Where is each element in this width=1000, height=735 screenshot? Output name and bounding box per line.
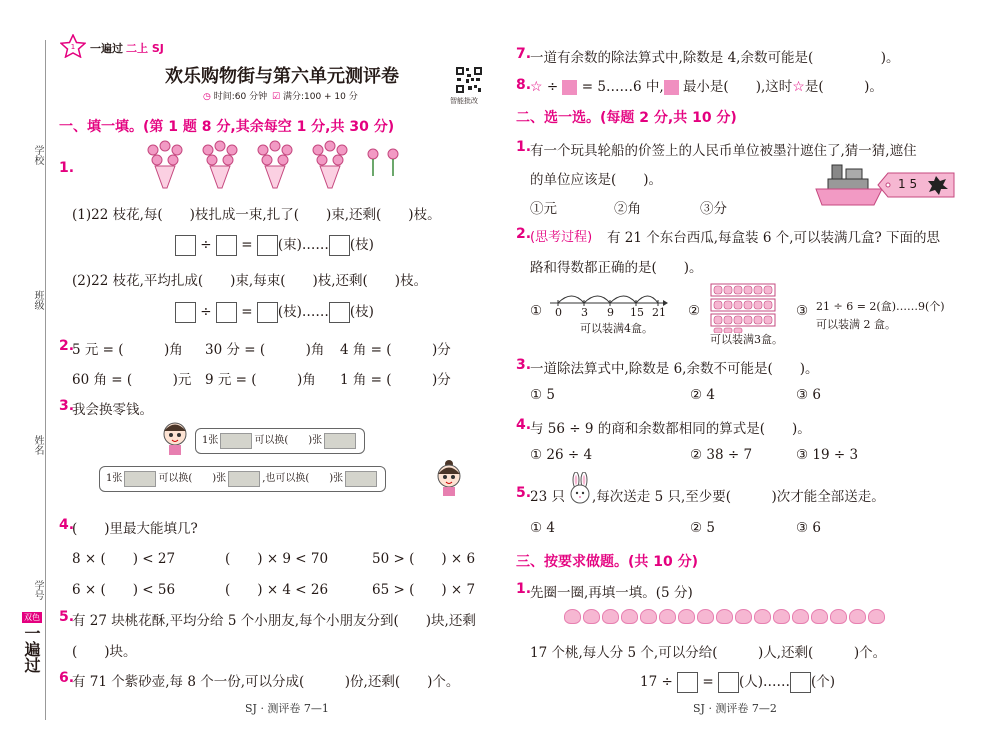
side-label-number: 学号 [32, 580, 43, 600]
c2-option-2[interactable]: ② [688, 303, 701, 319]
peach-icon [564, 609, 581, 624]
c2-caption-1: 可以装满4盒。 [580, 322, 653, 335]
banknote-icon [124, 471, 156, 487]
q4-r1-a: 8 × ( ) < 27 [72, 551, 176, 567]
peach-icon [849, 609, 866, 624]
q4-r2-c: 65 > ( ) × 7 [372, 582, 476, 598]
answer-box[interactable] [175, 235, 196, 256]
c3-option-a[interactable]: ① 5 [530, 387, 555, 403]
qr-code[interactable] [455, 66, 483, 98]
answer-box[interactable] [677, 672, 698, 693]
boy-character [160, 420, 190, 460]
c5-part1: 23 只 [530, 489, 565, 505]
star-logo [60, 34, 86, 62]
flower-bunch-icon [148, 141, 182, 188]
star-icon: ☆ [792, 79, 805, 95]
check-icon: ☑ [272, 92, 281, 102]
c2-number: 2. [516, 226, 532, 242]
c2-caption-2: 可以装满3盒。 [710, 333, 783, 346]
c3-option-c[interactable]: ③ 6 [796, 387, 821, 403]
peach-icon [830, 609, 847, 624]
q2-r2-a: 60 角 = ( )元 [72, 372, 192, 388]
peach-icon [735, 609, 752, 624]
c5-option-c[interactable]: ③ 6 [796, 520, 821, 536]
right-footer: SJ · 测评卷 7—2 [693, 702, 777, 715]
c5-number: 5. [516, 485, 532, 501]
section-2-title: 二、选一选。(每题 2 分,共 10 分) [516, 110, 737, 126]
grade-label: 二上 SJ [126, 42, 164, 55]
side-label-name: 姓名 [32, 435, 43, 455]
peach-icon [621, 609, 638, 624]
c1-option-b[interactable]: ②角 [614, 201, 641, 217]
section-1-title: 一、填一填。(第 1 题 8 分,其余每空 1 分,共 30 分) [59, 119, 395, 135]
q7-text: 一道有余数的除法算式中,除数是 4,余数可能是( )。 [530, 50, 900, 66]
q2-r1-c: 4 角 = ( )分 [340, 342, 451, 358]
clock-icon: ◷ [203, 92, 211, 102]
brand-small: 一遍过 [90, 42, 123, 55]
peach-icon [697, 609, 714, 624]
c4-option-b[interactable]: ② 38 ÷ 7 [690, 447, 753, 463]
q2-r2-c: 1 角 = ( )分 [340, 372, 451, 388]
c2-caption-3: 可以装满 2 盒。 [816, 318, 896, 331]
d1-line2: 17 个桃,每人分 5 个,可以分给( )人,还剩( )个。 [530, 645, 887, 661]
score-info: ☑ 满分:100 + 10 分 [272, 92, 358, 102]
page-title: 欢乐购物街与第六单元测评卷 [165, 66, 399, 87]
melon-rows [710, 283, 776, 337]
q4-number: 4. [59, 517, 75, 533]
q5-line2: ( )块。 [72, 644, 137, 660]
c4-number: 4. [516, 417, 532, 433]
peach-icon [678, 609, 695, 624]
banknote-icon [345, 471, 377, 487]
q3-text: 我会换零钱。 [72, 402, 153, 418]
q5-number: 5. [59, 609, 75, 625]
q2-number: 2. [59, 338, 75, 354]
c5-part2: ,每次送走 5 只,至少要( )次才能全部送走。 [592, 489, 885, 505]
side-brand: 一遍过 [22, 625, 41, 673]
answer-box[interactable] [216, 302, 237, 323]
side-label-school: 学校 [32, 145, 43, 165]
flower-pots [145, 140, 415, 196]
c1-number: 1. [516, 139, 532, 155]
toy-ship-icon [814, 163, 884, 213]
c4-text: 与 56 ÷ 9 的商和余数都相同的算式是( )。 [530, 421, 811, 437]
girl-character [433, 460, 465, 500]
peach-icon [640, 609, 657, 624]
c2-option-3[interactable]: ③ [796, 303, 809, 319]
c4-option-a[interactable]: ① 26 ÷ 4 [530, 447, 593, 463]
q1-part1-equation: ÷ = (束)…… (枝) [175, 233, 374, 256]
q7-number: 7. [516, 46, 532, 62]
q2-r1-b: 30 分 = ( )角 [205, 342, 325, 358]
peach-icon [583, 609, 600, 624]
qr-caption: 智能批改 [450, 97, 478, 105]
tick-0: 0 [555, 306, 562, 319]
c5-option-b[interactable]: ② 5 [690, 520, 715, 536]
q2-r1-a: 5 元 = ( )角 [72, 342, 183, 358]
q4-r2-a: 6 × ( ) < 56 [72, 582, 176, 598]
speech-bubble-1: 1张 可以换( )张 [195, 428, 365, 454]
q4-r2-b: ( ) × 4 < 26 [225, 582, 329, 598]
c1-line2: 的单位应该是( )。 [530, 172, 663, 188]
c3-text: 一道除法算式中,除数是 6,余数不可能是( )。 [530, 361, 819, 377]
q1-number: 1. [59, 160, 75, 176]
binding-line [45, 40, 46, 720]
answer-box[interactable] [790, 672, 811, 693]
answer-box[interactable] [175, 302, 196, 323]
q3-number: 3. [59, 398, 75, 414]
section-3-title: 三、按要求做题。(共 10 分) [516, 554, 699, 570]
c2-tag: (思考过程) [530, 230, 593, 245]
c4-option-c[interactable]: ③ 19 ÷ 3 [796, 447, 859, 463]
peach-icon [868, 609, 885, 624]
star-icon: ☆ [530, 79, 543, 95]
banknote-icon [324, 433, 356, 449]
c3-number: 3. [516, 357, 532, 373]
q2-r2-b: 9 元 = ( )角 [205, 372, 316, 388]
c3-option-b[interactable]: ② 4 [690, 387, 715, 403]
answer-box[interactable] [329, 302, 350, 323]
tick-15: 15 [630, 306, 644, 319]
price-tag-value: 1 5 [898, 177, 918, 191]
peach-icon [773, 609, 790, 624]
rabbit-icon [568, 472, 592, 510]
banknote-icon [220, 433, 252, 449]
peach-icon [659, 609, 676, 624]
peach-icon [716, 609, 733, 624]
peach-icon [602, 609, 619, 624]
side-label-class: 班级 [32, 290, 43, 310]
side-brand-tag: 双色 [24, 613, 40, 622]
q4-r1-b: ( ) × 9 < 70 [225, 551, 329, 567]
pink-square-icon [562, 80, 577, 95]
c5-option-a[interactable]: ① 4 [530, 520, 555, 536]
c2-line1: 有 21 个东台西瓜,每盒装 6 个,可以装满几盒? 下面的思 [607, 230, 941, 246]
c2-equation-3: 21 ÷ 6 = 2(盒)……9(个) [816, 300, 945, 313]
c2-option-1[interactable]: ① [530, 303, 543, 319]
q5-line1: 有 27 块桃花酥,平均分给 5 个小朋友,每个小朋友分到( )块,还剩 [72, 613, 476, 629]
peach-icon [792, 609, 809, 624]
right-page [500, 0, 1000, 735]
q8-text: ☆ ÷ = 5……6 中, 最小是( ),这时☆是( )。 [530, 79, 883, 95]
peach-icon [811, 609, 828, 624]
q1-part2-text: (2)22 枝花,平均扎成( )束,每束( )枝,还剩( )枝。 [72, 273, 428, 289]
c1-option-a[interactable]: ①元 [530, 201, 557, 217]
c1-line1: 有一个玩具轮船的价签上的人民币单位被墨汁遮住了,猜一猜,遮住 [530, 143, 917, 159]
q6-text: 有 71 个紫砂壶,每 8 个一份,可以分成( )份,还剩( )个。 [72, 674, 460, 690]
peach-row [564, 609, 864, 625]
banknote-icon [228, 471, 260, 487]
answer-box[interactable] [718, 672, 739, 693]
tick-21: 21 [652, 306, 666, 319]
answer-box[interactable] [216, 235, 237, 256]
c1-option-c[interactable]: ③分 [700, 201, 727, 217]
q8-number: 8. [516, 77, 532, 93]
d1-equation: 17 ÷ = (人)…… (个) [640, 670, 835, 693]
answer-box[interactable] [257, 302, 278, 323]
tick-9: 9 [607, 306, 614, 319]
left-footer: SJ · 测评卷 7—1 [245, 702, 329, 715]
pink-square-icon [664, 80, 679, 95]
tick-3: 3 [581, 306, 588, 319]
q4-r1-c: 50 > ( ) × 6 [372, 551, 476, 567]
q4-text: ( )里最大能填几? [72, 521, 198, 537]
q1-part1-text: (1)22 枝花,每( )枝扎成一束,扎了( )束,还剩( )枝。 [72, 207, 441, 223]
d1-text: 先圈一圈,再填一填。(5 分) [530, 585, 693, 601]
q1-part2-equation: ÷ = (枝)…… (枝) [175, 300, 374, 323]
d1-number: 1. [516, 581, 532, 597]
time-info: ◷ 时间:60 分钟 [203, 92, 268, 102]
answer-box[interactable] [257, 235, 278, 256]
speech-bubble-2: 1张 可以换( )张 ,也可以换( )张 [99, 466, 386, 492]
svg-text:1: 1 [70, 43, 76, 51]
answer-box[interactable] [329, 235, 350, 256]
price-tag [876, 170, 956, 204]
q6-number: 6. [59, 670, 75, 686]
peach-icon [754, 609, 771, 624]
c2-line2: 路和得数都正确的是( )。 [530, 260, 703, 276]
